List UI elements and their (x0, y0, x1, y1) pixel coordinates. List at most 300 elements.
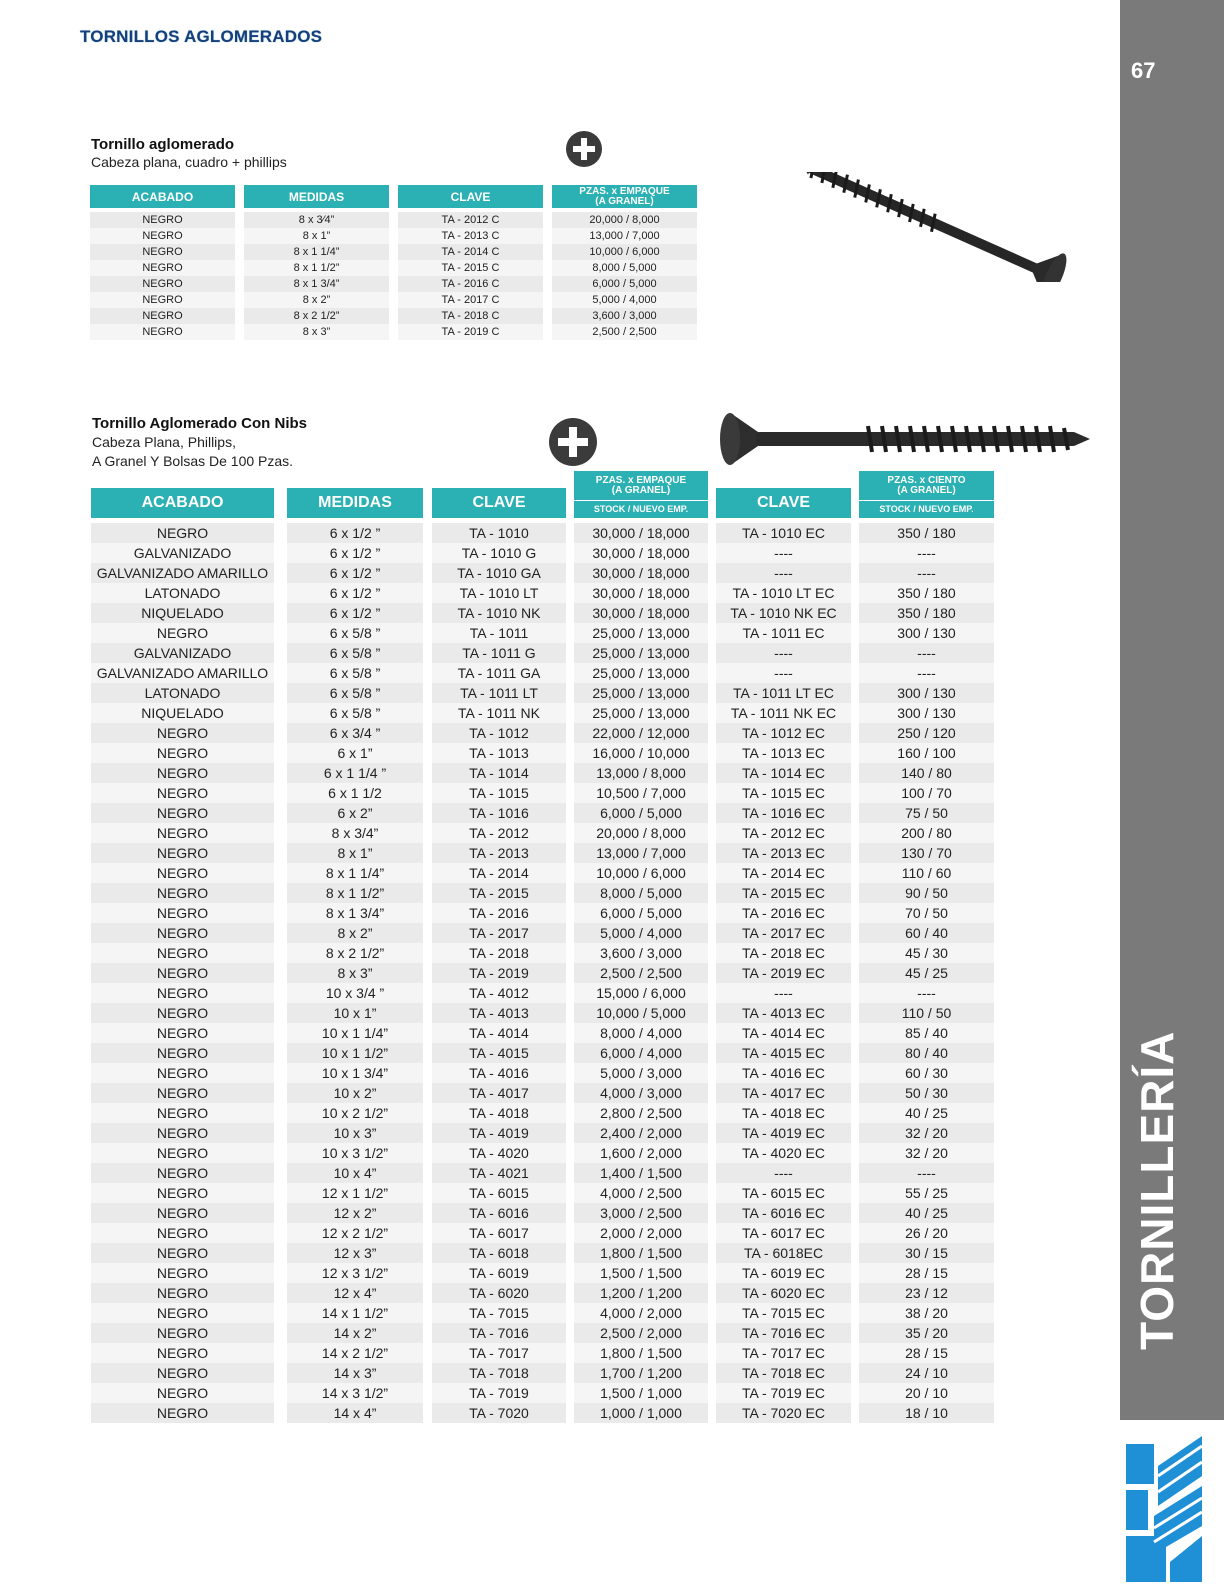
t2-cell-medidas: 12 x 1 1/2” (287, 1183, 423, 1203)
t2-cell-acabado: NEGRO (91, 883, 274, 903)
t2-cell-pzas: 1,800 / 1,500 (574, 1243, 708, 1263)
t2-cell-clave2: TA - 7020 EC (716, 1403, 851, 1423)
t2-cell-acabado: NEGRO (91, 1403, 274, 1423)
t2-cell-ciento: 160 / 100 (859, 743, 994, 763)
t2-cell-ciento: 45 / 25 (859, 963, 994, 983)
t2-cell-ciento: 45 / 30 (859, 943, 994, 963)
t2-cell-ciento: 26 / 20 (859, 1223, 994, 1243)
t2-cell-pzas: 10,500 / 7,000 (574, 783, 708, 803)
t2-cell-pzas: 4,000 / 3,000 (574, 1083, 708, 1103)
t2-cell-medidas: 8 x 1 1/4” (287, 863, 423, 883)
t2-cell-acabado: NEGRO (91, 1223, 274, 1243)
t2-cell-ciento: 38 / 20 (859, 1303, 994, 1323)
t2-cell-clave: TA - 1010 LT (432, 583, 566, 603)
t2-cell-ciento: 140 / 80 (859, 763, 994, 783)
t2-cell-clave2: TA - 1012 EC (716, 723, 851, 743)
t1-cell-medidas: 8 x 3” (244, 324, 389, 340)
t2-header-ciento-line1: PZAS. x CIENTO (887, 474, 966, 486)
t2-cell-ciento: 250 / 120 (859, 723, 994, 743)
t2-cell-clave: TA - 2017 (432, 923, 566, 943)
t2-cell-ciento: 350 / 180 (859, 523, 994, 543)
t2-cell-acabado: NEGRO (91, 1343, 274, 1363)
brand-logo (1124, 1436, 1204, 1584)
t2-col-ciento (859, 523, 994, 1423)
t2-cell-clave2: TA - 1013 EC (716, 743, 851, 763)
t1-cell-clave: TA - 2019 C (398, 324, 543, 340)
t2-col-medidas (287, 523, 423, 1423)
t2-cell-acabado: NEGRO (91, 1183, 274, 1203)
t2-cell-clave2: TA - 2013 EC (716, 843, 851, 863)
t2-cell-clave: TA - 1014 (432, 763, 566, 783)
t2-cell-clave: TA - 6015 (432, 1183, 566, 1203)
t2-cell-clave: TA - 4018 (432, 1103, 566, 1123)
t2-cell-medidas: 10 x 3/4 ” (287, 983, 423, 1003)
page-header-title: TORNILLOS AGLOMERADOS (80, 27, 323, 46)
t2-cell-acabado: NEGRO (91, 1023, 274, 1043)
t2-header-pzas (574, 471, 708, 518)
t2-cell-clave: TA - 1016 (432, 803, 566, 823)
t1-cell-acabado: NEGRO (90, 260, 235, 276)
t2-cell-clave: TA - 4017 (432, 1083, 566, 1103)
t2-cell-medidas: 8 x 3” (287, 963, 423, 983)
t2-cell-medidas: 6 x 5/8 ” (287, 703, 423, 723)
t2-cell-clave: TA - 6019 (432, 1263, 566, 1283)
t2-cell-ciento: 23 / 12 (859, 1283, 994, 1303)
t2-cell-acabado: NEGRO (91, 983, 274, 1003)
t2-cell-pzas: 16,000 / 10,000 (574, 743, 708, 763)
t2-cell-pzas: 1,000 / 1,000 (574, 1403, 708, 1423)
t2-header-clave2: CLAVE (716, 488, 851, 518)
t2-cell-acabado: LATONADO (91, 583, 274, 603)
t2-cell-medidas: 8 x 3/4” (287, 823, 423, 843)
t2-cell-medidas: 6 x 1/2 ” (287, 563, 423, 583)
t2-cell-clave2: TA - 4015 EC (716, 1043, 851, 1063)
t2-col-acabado (91, 523, 274, 1423)
t2-cell-pzas: 1,500 / 1,000 (574, 1383, 708, 1403)
t2-cell-ciento: ---- (859, 643, 994, 663)
t2-cell-acabado: LATONADO (91, 683, 274, 703)
t2-cell-ciento: 110 / 60 (859, 863, 994, 883)
t2-cell-pzas: 6,000 / 4,000 (574, 1043, 708, 1063)
t2-cell-medidas: 6 x 1” (287, 743, 423, 763)
t2-cell-ciento: 60 / 30 (859, 1063, 994, 1083)
t2-cell-medidas: 12 x 3 1/2” (287, 1263, 423, 1283)
t2-cell-medidas: 6 x 5/8 ” (287, 643, 423, 663)
t2-cell-acabado: NEGRO (91, 743, 274, 763)
t2-cell-acabado: GALVANIZADO (91, 543, 274, 563)
t2-cell-medidas: 8 x 1” (287, 843, 423, 863)
t2-cell-acabado: NEGRO (91, 783, 274, 803)
t2-header-clave: CLAVE (432, 488, 566, 518)
t2-cell-acabado: NEGRO (91, 963, 274, 983)
t2-cell-clave2: TA - 4018 EC (716, 1103, 851, 1123)
t2-cell-clave: TA - 6016 (432, 1203, 566, 1223)
t2-cell-clave2: ---- (716, 643, 851, 663)
t2-cell-clave: TA - 2013 (432, 843, 566, 863)
t2-cell-medidas: 10 x 3 1/2” (287, 1143, 423, 1163)
t1-cell-medidas: 8 x 1 3/4” (244, 276, 389, 292)
t2-cell-clave2: TA - 1011 EC (716, 623, 851, 643)
t1-cell-pzas: 3,600 / 3,000 (552, 308, 697, 324)
t2-cell-ciento: 55 / 25 (859, 1183, 994, 1203)
t2-cell-clave: TA - 6017 (432, 1223, 566, 1243)
t2-cell-ciento: 28 / 15 (859, 1263, 994, 1283)
t1-col-medidas (244, 212, 389, 340)
t1-cell-pzas: 13,000 / 7,000 (552, 228, 697, 244)
t2-cell-medidas: 10 x 1” (287, 1003, 423, 1023)
t2-cell-pzas: 25,000 / 13,000 (574, 683, 708, 703)
t2-cell-clave2: TA - 1015 EC (716, 783, 851, 803)
t2-cell-acabado: NEGRO (91, 863, 274, 883)
t1-cell-acabado: NEGRO (90, 324, 235, 340)
t2-cell-pzas: 3,000 / 2,500 (574, 1203, 708, 1223)
t2-cell-medidas: 8 x 1 3/4” (287, 903, 423, 923)
t2-header-ciento-line3: STOCK / NUEVO EMP. (859, 500, 994, 514)
t2-cell-medidas: 12 x 4” (287, 1283, 423, 1303)
t2-cell-medidas: 14 x 3 1/2” (287, 1383, 423, 1403)
page-number: 67 (1131, 58, 1156, 83)
t2-cell-medidas: 10 x 3” (287, 1123, 423, 1143)
t2-cell-clave2: TA - 7015 EC (716, 1303, 851, 1323)
t1-cell-medidas: 8 x 1” (244, 228, 389, 244)
t2-cell-clave: TA - 2018 (432, 943, 566, 963)
t1-header-acabado: ACABADO (90, 185, 235, 208)
t2-cell-pzas: 13,000 / 8,000 (574, 763, 708, 783)
t2-cell-acabado: NEGRO (91, 1123, 274, 1143)
t2-cell-acabado: NEGRO (91, 523, 274, 543)
t2-cell-medidas: 6 x 1 1/4 ” (287, 763, 423, 783)
t2-cell-medidas: 10 x 4” (287, 1163, 423, 1183)
t2-cell-clave2: TA - 2017 EC (716, 923, 851, 943)
t2-cell-clave: TA - 7016 (432, 1323, 566, 1343)
t1-cell-acabado: NEGRO (90, 308, 235, 324)
t1-col-acabado (90, 212, 235, 340)
t2-cell-clave: TA - 2016 (432, 903, 566, 923)
t2-cell-clave: TA - 4019 (432, 1123, 566, 1143)
t2-cell-pzas: 1,600 / 2,000 (574, 1143, 708, 1163)
t2-cell-pzas: 1,400 / 1,500 (574, 1163, 708, 1183)
t1-header-pzas-line1: PZAS. x EMPAQUE (579, 185, 670, 197)
t2-cell-clave: TA - 1011 GA (432, 663, 566, 683)
t2-cell-clave: TA - 1010 (432, 523, 566, 543)
t2-cell-clave: TA - 1013 (432, 743, 566, 763)
t2-cell-ciento: 40 / 25 (859, 1203, 994, 1223)
t2-cell-acabado: NEGRO (91, 1363, 274, 1383)
t1-cell-pzas: 10,000 / 6,000 (552, 244, 697, 260)
t2-cell-ciento: ---- (859, 543, 994, 563)
t2-cell-clave: TA - 4012 (432, 983, 566, 1003)
t2-cell-clave2: ---- (716, 563, 851, 583)
t2-header-ciento (859, 471, 994, 518)
t2-cell-ciento: 300 / 130 (859, 623, 994, 643)
t1-cell-medidas: 8 x 2” (244, 292, 389, 308)
t2-cell-pzas: 30,000 / 18,000 (574, 583, 708, 603)
t2-cell-medidas: 10 x 1 1/4” (287, 1023, 423, 1043)
t2-cell-ciento: 100 / 70 (859, 783, 994, 803)
t1-cell-acabado: NEGRO (90, 212, 235, 228)
t2-cell-clave: TA - 4020 (432, 1143, 566, 1163)
t2-cell-ciento: 32 / 20 (859, 1143, 994, 1163)
t2-header-pzas-line1: PZAS. x EMPAQUE (595, 474, 687, 486)
t2-cell-ciento: ---- (859, 1163, 994, 1183)
t2-cell-medidas: 14 x 4” (287, 1403, 423, 1423)
t2-cell-ciento: 28 / 15 (859, 1343, 994, 1363)
t2-cell-acabado: NEGRO (91, 1383, 274, 1403)
t2-cell-ciento: ---- (859, 983, 994, 1003)
t2-cell-clave: TA - 1011 (432, 623, 566, 643)
t2-cell-clave2: TA - 2018 EC (716, 943, 851, 963)
t2-cell-clave2: TA - 7019 EC (716, 1383, 851, 1403)
t2-cell-clave2: ---- (716, 983, 851, 1003)
t2-cell-ciento: ---- (859, 563, 994, 583)
t1-cell-medidas: 8 x 1 1/2” (244, 260, 389, 276)
t2-cell-clave: TA - 1011 LT (432, 683, 566, 703)
t2-cell-clave: TA - 1010 GA (432, 563, 566, 583)
t1-cell-clave: TA - 2013 C (398, 228, 543, 244)
t1-col-clave (398, 212, 543, 340)
t2-cell-medidas: 12 x 3” (287, 1243, 423, 1263)
t2-cell-acabado: NEGRO (91, 763, 274, 783)
t2-cell-acabado: NEGRO (91, 823, 274, 843)
screw-nibs-image (718, 410, 1090, 468)
t2-cell-ciento: 35 / 20 (859, 1323, 994, 1343)
t2-cell-acabado: NEGRO (91, 1243, 274, 1263)
t2-cell-clave: TA - 7020 (432, 1403, 566, 1423)
t2-cell-ciento: 32 / 20 (859, 1123, 994, 1143)
t2-cell-clave2: TA - 7016 EC (716, 1323, 851, 1343)
t2-cell-pzas: 30,000 / 18,000 (574, 563, 708, 583)
t2-cell-clave2: ---- (716, 663, 851, 683)
t2-cell-pzas: 15,000 / 6,000 (574, 983, 708, 1003)
t2-cell-clave: TA - 7018 (432, 1363, 566, 1383)
t2-cell-pzas: 2,800 / 2,500 (574, 1103, 708, 1123)
t2-cell-pzas: 1,200 / 1,200 (574, 1283, 708, 1303)
t2-cell-acabado: GALVANIZADO (91, 643, 274, 663)
t2-cell-clave2: TA - 2016 EC (716, 903, 851, 923)
t2-cell-clave2: TA - 2014 EC (716, 863, 851, 883)
t2-cell-medidas: 6 x 1/2 ” (287, 523, 423, 543)
t2-cell-ciento: 90 / 50 (859, 883, 994, 903)
t2-cell-acabado: NEGRO (91, 1283, 274, 1303)
t1-cell-clave: TA - 2014 C (398, 244, 543, 260)
t1-cell-pzas: 2,500 / 2,500 (552, 324, 697, 340)
t1-cell-acabado: NEGRO (90, 244, 235, 260)
t2-cell-medidas: 6 x 2” (287, 803, 423, 823)
t2-header-pzas-line3: STOCK / NUEVO EMP. (574, 500, 708, 514)
t2-cell-clave: TA - 7017 (432, 1343, 566, 1363)
t2-cell-clave: TA - 6020 (432, 1283, 566, 1303)
t2-cell-medidas: 8 x 2” (287, 923, 423, 943)
t2-cell-medidas: 14 x 2” (287, 1323, 423, 1343)
t1-cell-pzas: 8,000 / 5,000 (552, 260, 697, 276)
t2-cell-medidas: 6 x 5/8 ” (287, 623, 423, 643)
t2-header-pzas-line2: (A GRANEL) (611, 484, 671, 496)
t2-cell-acabado: NEGRO (91, 1083, 274, 1103)
t2-cell-clave2: TA - 4020 EC (716, 1143, 851, 1163)
t2-cell-clave2: TA - 2015 EC (716, 883, 851, 903)
t2-cell-clave2: TA - 7018 EC (716, 1363, 851, 1383)
t2-cell-acabado: NEGRO (91, 1003, 274, 1023)
t2-cell-acabado: NEGRO (91, 1103, 274, 1123)
t2-cell-clave2: TA - 6015 EC (716, 1183, 851, 1203)
t2-cell-clave2: TA - 4017 EC (716, 1083, 851, 1103)
t2-cell-ciento: ---- (859, 663, 994, 683)
t2-cell-pzas: 5,000 / 4,000 (574, 923, 708, 943)
section2-subtitle: Cabeza Plana, Phillips, A Granel Y Bolsas De 100 Pzas. (92, 434, 294, 469)
t2-cell-ciento: 300 / 130 (859, 683, 994, 703)
t2-cell-pzas: 4,000 / 2,000 (574, 1303, 708, 1323)
t1-cell-clave: TA - 2017 C (398, 292, 543, 308)
t2-cell-acabado: NEGRO (91, 1063, 274, 1083)
t2-cell-pzas: 25,000 / 13,000 (574, 703, 708, 723)
side-label: TORNILLERÍA (1131, 1030, 1183, 1350)
t2-cell-clave2: TA - 6018EC (716, 1243, 851, 1263)
t2-cell-acabado: NEGRO (91, 1323, 274, 1343)
t2-cell-acabado: NIQUELADO (91, 703, 274, 723)
t1-cell-acabado: NEGRO (90, 228, 235, 244)
t2-cell-clave: TA - 1015 (432, 783, 566, 803)
t2-cell-acabado: NEGRO (91, 943, 274, 963)
t2-cell-clave2: TA - 1016 EC (716, 803, 851, 823)
t2-cell-pzas: 1,500 / 1,500 (574, 1263, 708, 1283)
t1-cell-pzas: 6,000 / 5,000 (552, 276, 697, 292)
t2-cell-medidas: 6 x 1/2 ” (287, 583, 423, 603)
t2-cell-ciento: 350 / 180 (859, 603, 994, 623)
t2-cell-ciento: 30 / 15 (859, 1243, 994, 1263)
t2-cell-medidas: 6 x 1 1/2 (287, 783, 423, 803)
t2-cell-ciento: 300 / 130 (859, 703, 994, 723)
section1-title: Tornillo aglomerado (91, 136, 235, 153)
t2-cell-medidas: 6 x 1/2 ” (287, 603, 423, 623)
t2-cell-clave2: ---- (716, 1163, 851, 1183)
t2-header-medidas: MEDIDAS (287, 488, 423, 518)
t2-cell-clave: TA - 2014 (432, 863, 566, 883)
t2-cell-medidas: 6 x 5/8 ” (287, 663, 423, 683)
t2-cell-pzas: 3,600 / 3,000 (574, 943, 708, 963)
t2-cell-clave: TA - 7019 (432, 1383, 566, 1403)
t2-cell-pzas: 20,000 / 8,000 (574, 823, 708, 843)
t1-header-clave: CLAVE (398, 185, 543, 208)
t2-cell-acabado: NEGRO (91, 843, 274, 863)
t2-cell-medidas: 8 x 2 1/2” (287, 943, 423, 963)
t2-cell-acabado: NEGRO (91, 803, 274, 823)
t2-cell-clave: TA - 1012 (432, 723, 566, 743)
t1-cell-clave: TA - 2012 C (398, 212, 543, 228)
t2-cell-medidas: 6 x 1/2 ” (287, 543, 423, 563)
t2-cell-pzas: 8,000 / 5,000 (574, 883, 708, 903)
t2-cell-pzas: 30,000 / 18,000 (574, 523, 708, 543)
t2-cell-clave: TA - 1011 NK (432, 703, 566, 723)
t1-cell-medidas: 8 x 3⁄4” (244, 212, 389, 228)
t2-cell-ciento: 75 / 50 (859, 803, 994, 823)
t2-cell-ciento: 40 / 25 (859, 1103, 994, 1123)
t1-col-pzas (552, 212, 697, 340)
t1-header-medidas: MEDIDAS (244, 185, 389, 208)
t2-cell-clave: TA - 2019 (432, 963, 566, 983)
t1-header-pzas (552, 185, 697, 208)
t2-cell-medidas: 8 x 1 1/2” (287, 883, 423, 903)
t2-cell-medidas: 12 x 2” (287, 1203, 423, 1223)
t2-cell-clave: TA - 2012 (432, 823, 566, 843)
t2-cell-clave2: TA - 1011 NK EC (716, 703, 851, 723)
t2-cell-acabado: NIQUELADO (91, 603, 274, 623)
t2-cell-medidas: 14 x 2 1/2” (287, 1343, 423, 1363)
t2-cell-clave2: TA - 2019 EC (716, 963, 851, 983)
t2-header-acabado: ACABADO (91, 488, 274, 518)
t2-cell-pzas: 25,000 / 13,000 (574, 663, 708, 683)
t2-cell-clave2: TA - 1010 EC (716, 523, 851, 543)
t2-cell-acabado: GALVANIZADO AMARILLO (91, 663, 274, 683)
t2-cell-clave: TA - 1010 G (432, 543, 566, 563)
t2-cell-ciento: 350 / 180 (859, 583, 994, 603)
t2-cell-clave2: TA - 4016 EC (716, 1063, 851, 1083)
t2-cell-acabado: NEGRO (91, 903, 274, 923)
t2-cell-clave2: TA - 6017 EC (716, 1223, 851, 1243)
t2-cell-medidas: 10 x 2” (287, 1083, 423, 1103)
t1-cell-clave: TA - 2015 C (398, 260, 543, 276)
t2-cell-clave: TA - 6018 (432, 1243, 566, 1263)
t2-cell-ciento: 130 / 70 (859, 843, 994, 863)
t2-cell-pzas: 30,000 / 18,000 (574, 603, 708, 623)
t2-cell-clave: TA - 4014 (432, 1023, 566, 1043)
t2-cell-clave: TA - 4015 (432, 1043, 566, 1063)
t2-cell-clave: TA - 7015 (432, 1303, 566, 1323)
t2-cell-acabado: NEGRO (91, 923, 274, 943)
t2-cell-pzas: 4,000 / 2,500 (574, 1183, 708, 1203)
t2-cell-pzas: 10,000 / 5,000 (574, 1003, 708, 1023)
t2-cell-pzas: 5,000 / 3,000 (574, 1063, 708, 1083)
t2-cell-clave2: TA - 1010 LT EC (716, 583, 851, 603)
t1-cell-medidas: 8 x 2 1/2” (244, 308, 389, 324)
t2-cell-clave2: TA - 4013 EC (716, 1003, 851, 1023)
t2-cell-acabado: NEGRO (91, 1143, 274, 1163)
t2-cell-acabado: NEGRO (91, 723, 274, 743)
t1-cell-pzas: 20,000 / 8,000 (552, 212, 697, 228)
t2-cell-ciento: 70 / 50 (859, 903, 994, 923)
t2-cell-medidas: 6 x 5/8 ” (287, 683, 423, 703)
t2-cell-pzas: 25,000 / 13,000 (574, 623, 708, 643)
t2-cell-pzas: 30,000 / 18,000 (574, 543, 708, 563)
t2-cell-medidas: 10 x 2 1/2” (287, 1103, 423, 1123)
t2-col-clave (432, 523, 566, 1423)
t2-cell-clave2: TA - 1010 NK EC (716, 603, 851, 623)
t2-cell-pzas: 1,800 / 1,500 (574, 1343, 708, 1363)
t1-header-pzas-line2: (A GRANEL) (595, 195, 654, 207)
t2-cell-pzas: 1,700 / 1,200 (574, 1363, 708, 1383)
t2-cell-pzas: 13,000 / 7,000 (574, 843, 708, 863)
t2-cell-pzas: 22,000 / 12,000 (574, 723, 708, 743)
t2-cell-clave: TA - 4016 (432, 1063, 566, 1083)
t2-cell-clave: TA - 2015 (432, 883, 566, 903)
t2-cell-clave: TA - 4021 (432, 1163, 566, 1183)
t2-cell-ciento: 60 / 40 (859, 923, 994, 943)
t2-cell-pzas: 2,000 / 2,000 (574, 1223, 708, 1243)
t2-cell-acabado: NEGRO (91, 1303, 274, 1323)
t2-cell-ciento: 200 / 80 (859, 823, 994, 843)
t2-cell-acabado: NEGRO (91, 1163, 274, 1183)
t2-cell-ciento: 50 / 30 (859, 1083, 994, 1103)
t2-cell-pzas: 2,400 / 2,000 (574, 1123, 708, 1143)
t2-cell-clave2: TA - 6019 EC (716, 1263, 851, 1283)
t2-cell-clave2: TA - 6016 EC (716, 1203, 851, 1223)
t2-cell-acabado: NEGRO (91, 1043, 274, 1063)
t2-cell-clave2: TA - 4014 EC (716, 1023, 851, 1043)
t2-cell-acabado: GALVANIZADO AMARILLO (91, 563, 274, 583)
t2-cell-pzas: 8,000 / 4,000 (574, 1023, 708, 1043)
t2-cell-clave2: TA - 1011 LT EC (716, 683, 851, 703)
t1-cell-clave: TA - 2018 C (398, 308, 543, 324)
t2-cell-ciento: 20 / 10 (859, 1383, 994, 1403)
